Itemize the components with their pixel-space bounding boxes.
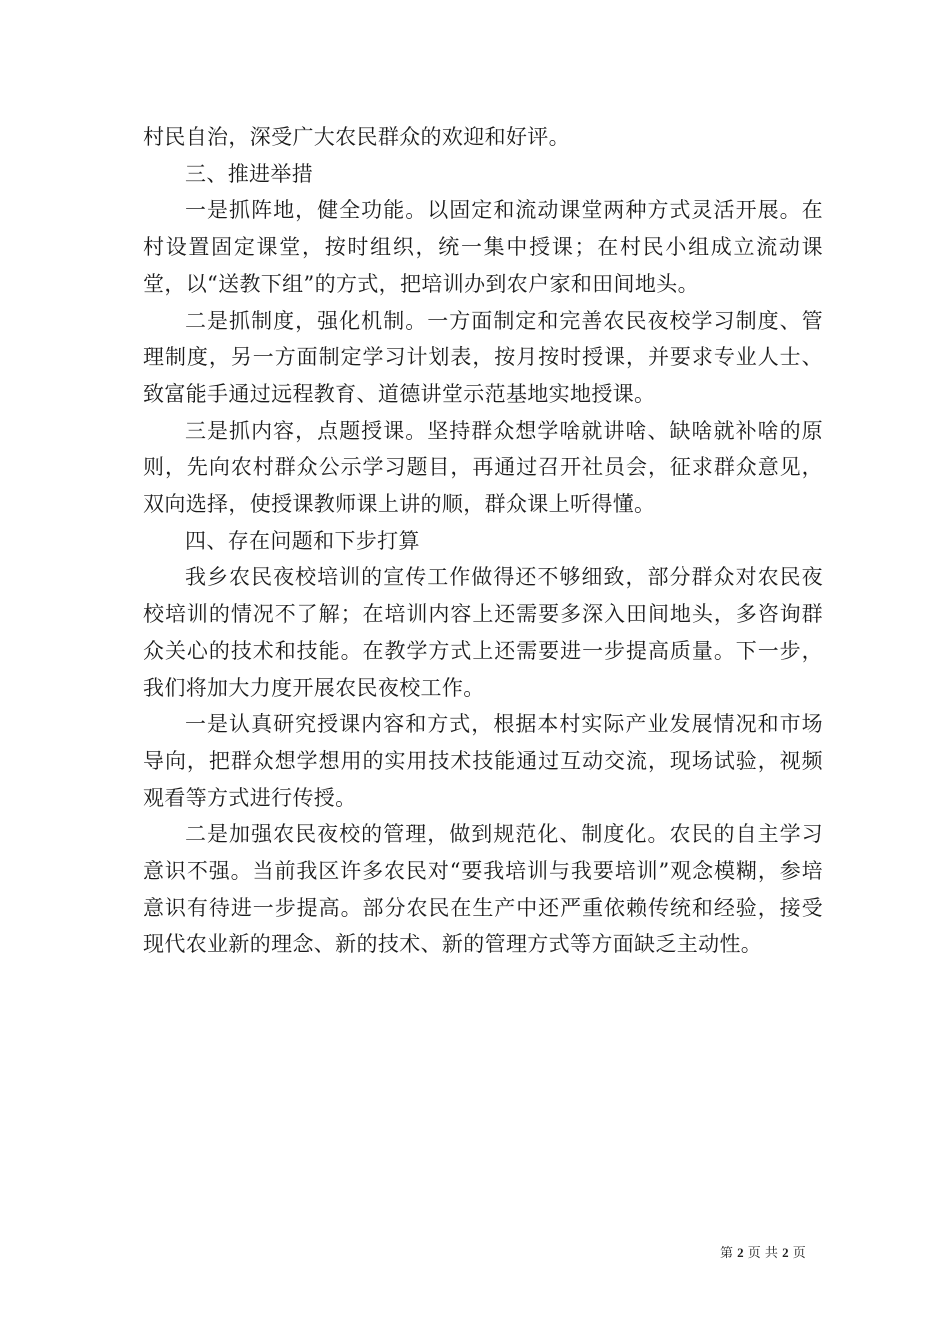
section-heading-problems: 四、存在问题和下步打算 <box>185 528 420 553</box>
current-page-number: 2 <box>737 1245 744 1260</box>
footer-prefix: 第 <box>720 1246 734 1261</box>
paragraph-4: 二是抓制度，强化机制。一方面制定和完善农民夜校学习制度、管理制度，另一方面制定学习计划表，按月按时授课，并要求专业人士、致富能手通过远程教育、道德讲堂示范基地实地授课。 <box>143 308 823 406</box>
page-number-footer <box>720 1244 806 1263</box>
paragraph-9: 二是加强农民夜校的管理，做到规范化、制度化。农民的自主学习意识不强。当前我区许多农民对“要我培训与我要培训”观念模糊，参培意识有待进一步提高。部分农民在生产中还严重依赖传统和经验，接受现代农业新的理念、新的技术、新的管理方式等方面缺乏主动性。 <box>143 822 823 957</box>
total-page-number: 2 <box>782 1245 789 1260</box>
paragraph-7: 我乡农民夜校培训的宣传工作做得还不够细致，部分群众对农民夜校培训的情况不了解；在培训内容上还需要多深入田间地头，多咨询群众关心的技术和技能。在教学方式上还需要进一步提高质量。下一步，我们将加大力度开展农民夜校工作。 <box>143 565 823 700</box>
footer-middle: 页 共 <box>747 1246 778 1261</box>
paragraph-5: 三是抓内容，点题授课。坚持群众想学啥就讲啥、缺啥就补啥的原则，先向农村群众公示学习题目，再通过召开社员会，征求群众意见，双向选择，使授课教师课上讲的顺，群众课上听得懂。 <box>143 418 823 517</box>
footer-suffix: 页 <box>792 1246 806 1261</box>
paragraph-3: 一是抓阵地，健全功能。以固定和流动课堂两种方式灵活开展。在村设置固定课堂，按时组织，统一集中授课；在村民小组成立流动课堂，以“送教下组”的方式，把培训办到农户家和田间地头。 <box>143 198 823 296</box>
paragraph-8: 一是认真研究授课内容和方式，根据本村实际产业发展情况和市场导向，把群众想学想用的实用技术技能通过互动交流，现场试验，视频观看等方式进行传授。 <box>143 712 823 810</box>
document-body <box>143 119 823 963</box>
paragraph-1: 村民自治，深受广大农民群众的欢迎和好评。 <box>143 125 570 149</box>
section-heading-measures: 三、推进举措 <box>185 161 314 186</box>
